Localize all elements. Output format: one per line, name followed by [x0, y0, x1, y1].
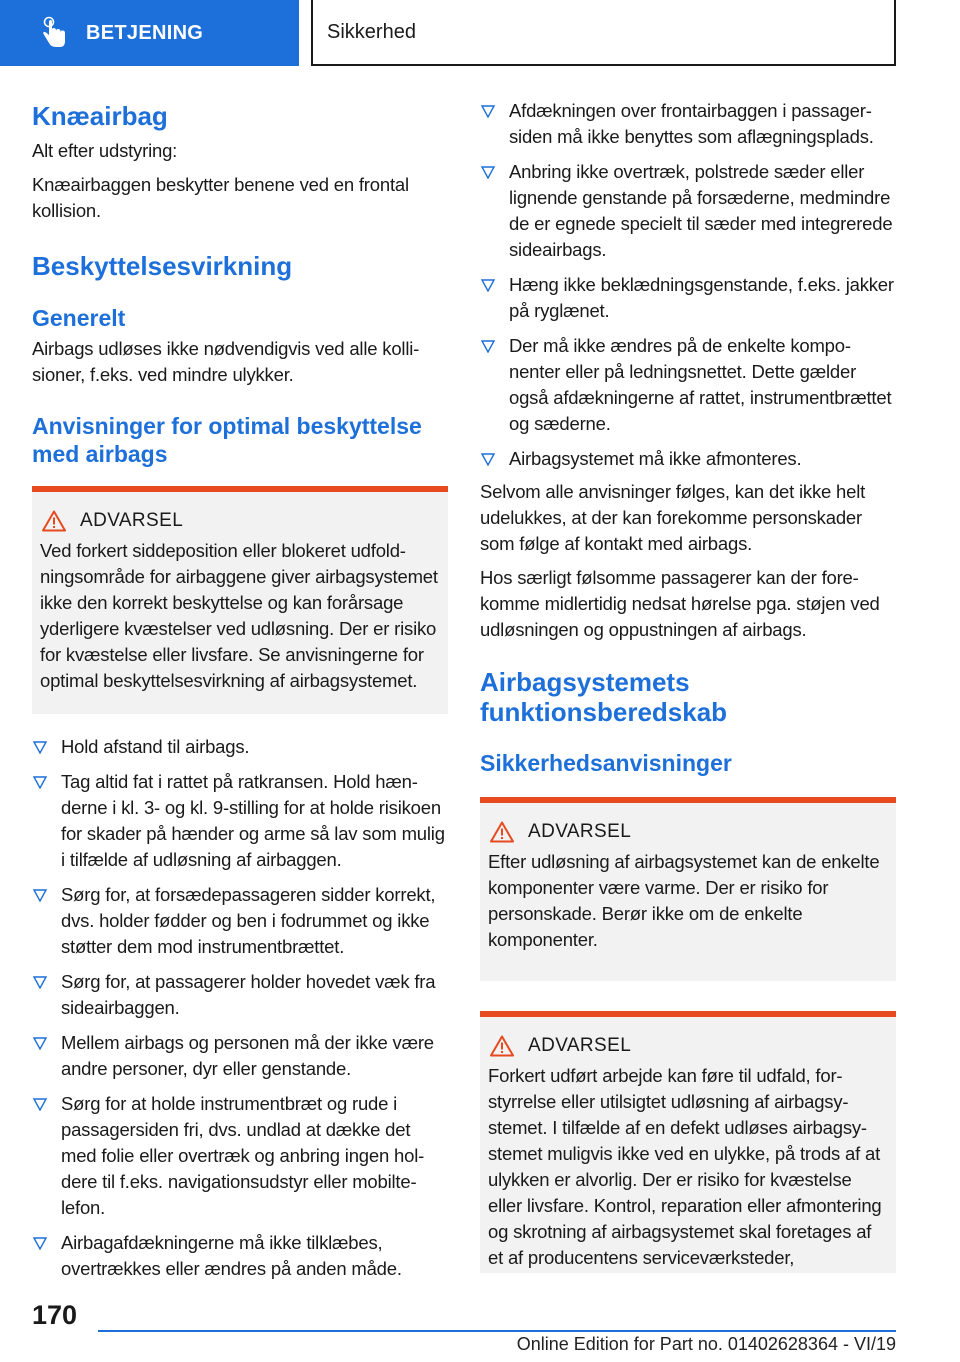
chapter-tab[interactable]: [0, 0, 299, 66]
list-item: Sørg for, at forsædepassageren sidder korrekt, dvs. holder fødder og ben i fodrummet og ikke støtter dem mod instrumentbrættet.: [32, 882, 448, 960]
general-text: Airbags udløses ikke nødvendigvis ved alle kollisioner, f.eks. ved mindre ulykker.: [32, 338, 420, 385]
heading-general: Generelt: [32, 305, 126, 331]
footer-divider: [98, 1330, 896, 1332]
section-title: Sikkerhed: [311, 0, 896, 66]
warning-text: Ved forkert siddeposition eller blokeret udfoldningsområde for airbaggene giver airbagsystemet ikke den korrekt beskyttelse og kan forårsage yderligere kvæstelser ved udløsning. Der er risiko for kvæstelse eller livsfare. Se anvisningerne for optimal beskyttelsesvirkning af airbagsystemet.: [40, 540, 438, 691]
triangle-bullet-icon: [33, 1237, 47, 1250]
triangle-bullet-icon: [481, 279, 495, 292]
triangle-bullet-icon: [481, 166, 495, 179]
triangle-bullet-icon: [33, 976, 47, 989]
instruction-list-continued: [480, 98, 896, 472]
triangle-bullet-icon: [481, 105, 495, 118]
residual-risk-text: Selvom alle anvisninger følges, kan det ikke helt udelukkes, at der kan forekomme personskader som følge af kontakt med airbags.: [480, 481, 866, 554]
page-number: 170: [32, 1300, 78, 1330]
left-column: [32, 100, 448, 1291]
list-item: Airbagafdækningerne må ikke tilklæbes, overtrækkes eller ændres på anden måde.: [32, 1230, 448, 1282]
heading-airbag-readiness: Airbagsystemets funktionsberedskab: [480, 667, 728, 727]
triangle-bullet-icon: [481, 340, 495, 353]
edition-note: Online Edition for Part no. 01402628364 - VI/19: [516, 1334, 896, 1354]
triangle-bullet-icon: [33, 776, 47, 789]
heading-knee-airbag: Knæairbag: [32, 101, 168, 131]
chapter-label: BETJENING: [86, 21, 204, 44]
warning-box: [32, 486, 448, 714]
list-item: Airbagsystemet må ikke afmonteres.: [480, 446, 896, 472]
touch-hand-icon: [34, 13, 74, 53]
knee-description: Knæairbaggen beskytter benene ved en frontal kollision.: [32, 174, 409, 221]
warning-triangle-icon: [490, 1035, 514, 1057]
instruction-list: [32, 734, 448, 1282]
warning-title: ADVARSEL: [80, 510, 184, 531]
list-item: Afdækningen over frontairbaggen i passagersiden må ikke benyttes som aflægningsplads.: [480, 98, 896, 150]
triangle-bullet-icon: [33, 1037, 47, 1050]
heading-protection-effect: Beskyttelsesvirkning: [32, 251, 293, 281]
triangle-bullet-icon: [33, 1098, 47, 1111]
hearing-text: Hos særligt følsomme passagerer kan der forekomme midlertidig nedsat hørelse pga. støjen ved udløsningen og oppustningen af airbags.: [480, 567, 880, 640]
heading-safety-notes: Sikkerhedsanvisninger: [480, 750, 732, 776]
warning-header: [490, 1035, 888, 1057]
triangle-bullet-icon: [33, 741, 47, 754]
list-item: Hæng ikke beklædningsgenstande, f.eks. jakker på ryglænet.: [480, 272, 896, 324]
list-item: Sørg for at holde instrumentbræt og rude i passagersiden fri, dvs. undlad at dække det med folie eller overtræk og anbring ingen holdere til f.eks. navigationsudstyr eller mobiltelefon.: [32, 1091, 448, 1221]
warning-header: [490, 821, 888, 843]
list-item: Tag altid fat i rattet på ratkransen. Hold hænderne i kl. 3- og kl. 9-stilling for at holde risikoen for skader på hænder og arme så lav som mulig i tilfælde af udløsning af airbaggen.: [32, 769, 448, 873]
right-column: [480, 98, 896, 1273]
warning-header: [42, 510, 440, 532]
warning-title: ADVARSEL: [528, 821, 632, 842]
warning-triangle-icon: [490, 821, 514, 843]
list-item: Mellem airbags og personen må der ikke være andre personer, dyr eller genstande.: [32, 1030, 448, 1082]
warning-text: Forkert udført arbejde kan føre til udfald, forstyrrelse eller utilsigtet udløsning af airbagsystemet. I tilfælde af en defekt udløses airbagsystemet muligvis ikke ved en ulykke, på trods af at ulykken er alvorlig. Der er risiko for kvæstelse eller livsfare. Kontrol, reparation eller afmontering og skrotning af airbagsystemet skal foretages af et af producentens serviceværksteder,: [488, 1065, 882, 1268]
list-item: Hold afstand til airbags.: [32, 734, 448, 760]
heading-instructions: Anvisninger for optimal beskyttelse med airbags: [32, 413, 422, 467]
warning-triangle-icon: [42, 510, 66, 532]
triangle-bullet-icon: [481, 453, 495, 466]
warning-text: Efter udløsning af airbagsystemet kan de enkelte komponenter være varme. Der er risiko for personskade. Berør ikke om de enkelte komponenter.: [488, 851, 880, 950]
knee-equipment-note: Alt efter udstyring:: [32, 140, 178, 161]
list-item: Anbring ikke overtræk, polstrede sæder eller lignende genstande på forsæderne, medmindre de er egnede specielt til sæder med integrerede sideairbags.: [480, 159, 896, 263]
warning-box: [480, 1011, 896, 1273]
list-item: Der må ikke ændres på de enkelte komponenter eller på ledningsnettet. Dette gælder også afdækningerne af rattet, instrumentbrættet og sæderne.: [480, 333, 896, 437]
warning-box: [480, 797, 896, 981]
warning-title: ADVARSEL: [528, 1035, 632, 1056]
page-header: [0, 0, 960, 66]
triangle-bullet-icon: [33, 889, 47, 902]
list-item: Sørg for, at passagerer holder hovedet væk fra sideairbaggen.: [32, 969, 448, 1021]
